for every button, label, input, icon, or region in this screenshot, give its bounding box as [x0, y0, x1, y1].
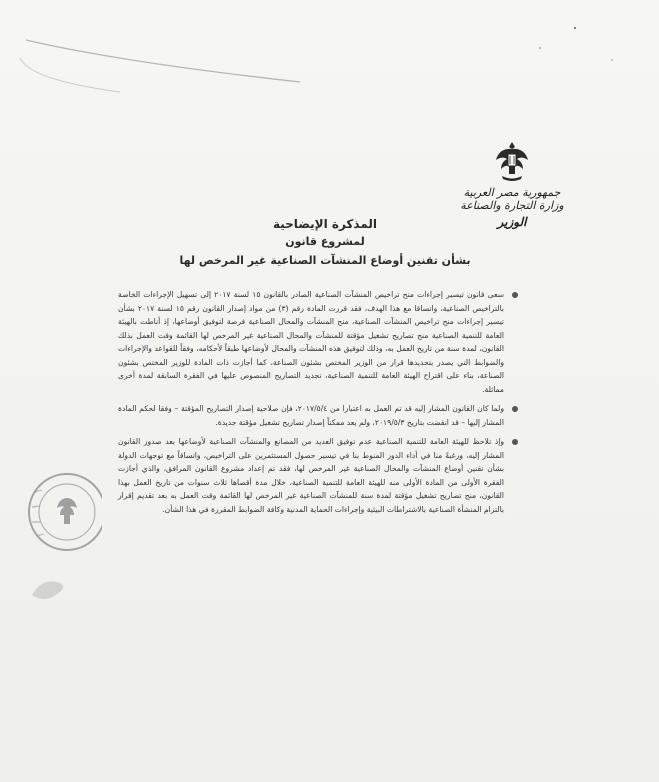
- paragraph-2: [118, 402, 518, 429]
- eagle-emblem-icon: [494, 140, 530, 182]
- scan-smudge-top-left: [0, 0, 659, 120]
- title-line-2: لمشروع قانون: [285, 235, 365, 248]
- minister-title: الوزير: [497, 215, 527, 229]
- republic-name: جمهورية مصر العربية: [463, 186, 561, 199]
- paragraph-1: [118, 288, 518, 396]
- memo-title: [150, 215, 500, 271]
- seal-smear-icon: [30, 575, 70, 605]
- paragraph-1-text: سعى قانون تيسير إجراءات منح تراخيص المنشآت الصناعية الصادر بالقانون ١٥ لسنة ٢٠١٧ إلى تسهيل الإجراءات الخاصة بالتراخيص الصناعية، واتساقا مع هذا الهدف، فقد قررت المادة رقم (٣) من مواد إصدار القانون رقم ١٥ لسنة ٢٠١٧ بشأن تيسير إجراءات منح تراخيص المنشآت الصناعية، منح المنشآت والمحال الصناعية فرصة لتوفيق أوضاعها، إذ أناطت بالهيئة العامة للتنمية الصناعية منح تصاريح تشغيل مؤقتة للمنشآت والمحال الصناعية غير المرخص لها القائمة وقت العمل بذلك القانون، لمدة سنة من تاريخ العمل به، وذلك لتوفيق هذه المنشآت والمحال لأوضاعها طبقاً لأحكامه، وفقاً للقواعد والإجراءات والضوابط التي يصدر بتحديدها قرار من الوزير المختص بشئون الصناعة، كما أجازت ذات المادة للوزير المختص بشئون الصناعة، بناء على اقتراح الهيئة العامة للتنمية الصناعية، تجديد التصاريح المنصوص عليها في الفقرة السابقة لمدة أخرى مماثلة.: [118, 290, 504, 394]
- title-line-1: المذكرة الإيضاحية: [272, 217, 377, 231]
- paragraph-3-text: وإذ تلاحظ للهيئة العامة للتنمية الصناعية عدم توفيق العديد من المصانع والمنشآت الصناعية لأوضاعها بعد صدور القانون المشار إليه، ورغبةً منا في أداء الدور المنوط بنا في تيسير حصول المستثمرين على التراخيص، واتساقاً مع توجهات الدولة بشأن تقنين أوضاع المنشآت والمحال الصناعية غير المرخص لها، فقد تم إعداد مشروع القانون المرافق، والذي أجازت الفقرة الأولى من المادة الأولى منه للهيئة العامة للتنمية الصناعية، خلال مدة أقصاها ثلاث سنوات من تاريخ العمل بهذا القانون، منح تصاريح تشغيل مؤقتة لمدة سنة للمنشآت الصناعية غير المرخص لها القائمة وقت العمل به بعد تقديم إقرار بالتزام المنشأة الصناعية بالاشتراطات البيئية وإجراءات الحماية المدنية وكافة الضوابط المقررة في هذا الشأن.: [118, 437, 504, 514]
- bullet-icon: [512, 439, 518, 445]
- official-seal-icon: [22, 462, 102, 562]
- memo-body: [118, 288, 518, 522]
- title-line-3: بشأن تقنين أوضاع المنشآت الصناعية غير المرخص لها: [179, 254, 471, 267]
- paragraph-2-text: ولما كان القانون المشار إليه قد تم العمل به اعتبارا من ٢٠١٧/٥/٤، فإن صلاحية إصدار التصاريح المؤقتة – وفقا لحكم المادة المشار إليها – قد انقضت بتاريخ ٢٠١٩/٥/٣، ولم يعد ممكناً إصدار تصاريح تشغيل مؤقتة جديدة.: [118, 404, 504, 427]
- bullet-icon: [512, 406, 518, 412]
- bullet-icon: [512, 292, 518, 298]
- paragraph-3: [118, 435, 518, 516]
- ministry-name: وزارة التجارة والصناعة: [460, 199, 564, 212]
